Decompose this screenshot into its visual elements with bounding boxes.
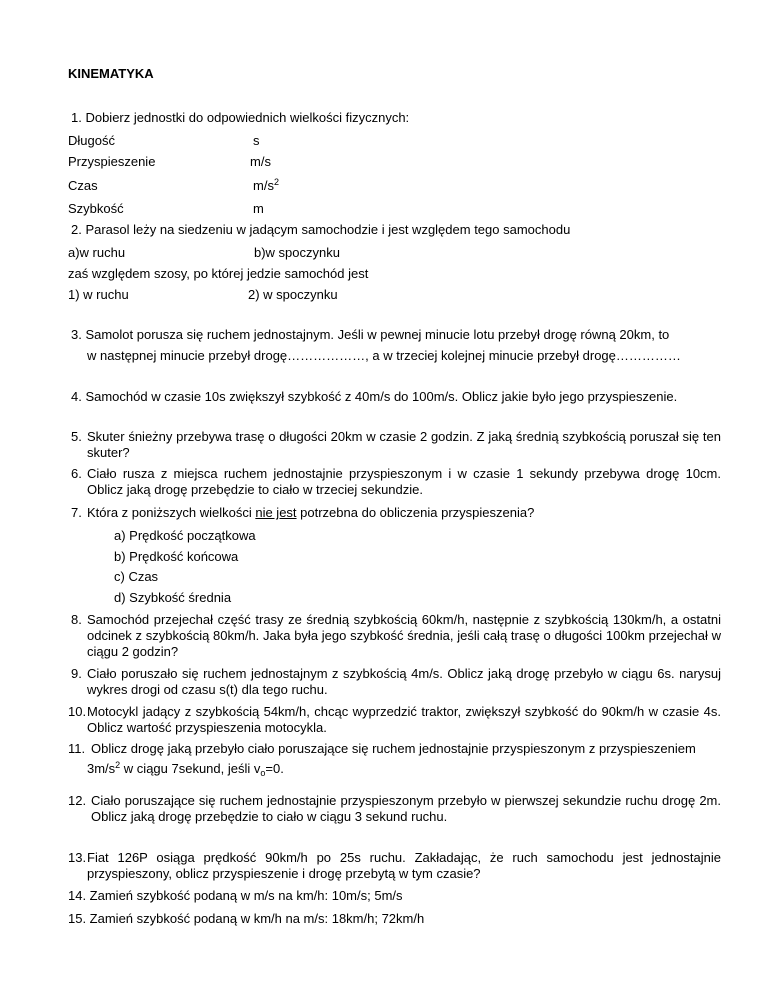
quantity-time: Czas: [68, 178, 98, 193]
unit-s: s: [253, 133, 260, 148]
unit-m-per-s2: $m/s^2$: [253, 177, 279, 193]
question-2: 2. Parasol leży na siedzeniu w jadącym samochodzie i jest względem tego samochodu: [71, 222, 571, 237]
q7-option-d: d) Szybkość średnia: [114, 590, 232, 605]
question-9-number: 9.: [71, 666, 82, 681]
q7-option-a: a) Prędkość początkowa: [114, 528, 256, 543]
question-5-number: 5.: [71, 429, 82, 444]
question-8-number: 8.: [71, 612, 82, 627]
question-3-line-1: 3. Samolot porusza się ruchem jednostajnym. Jeśli w pewnej minucie lotu przebył drogę równą 20km, to: [71, 327, 670, 342]
q7-option-b: b) Prędkość końcowa: [114, 549, 239, 564]
question-10: Motocykl jadący z szybkością 54km/h, chcąc wyprzedzić traktor, zwiększył szybkość do 90km/h w czasie 4s. Oblicz wartość przyspieszenia motocykla.: [87, 704, 721, 735]
question-7-number: 7.: [71, 505, 82, 520]
q2-option-b: b)w spoczynku: [254, 245, 340, 260]
page-title: KINEMATYKA: [68, 66, 154, 81]
question-15: 15. Zamień szybkość podaną w km/h na m/s: 18km/h; 72km/h: [68, 911, 425, 926]
question-5: Skuter śnieżny przebywa trasę o długości 20km w czasie 2 godzin. Z jaką średnią szybkością poruszał się ten skuter?: [87, 429, 721, 460]
question-6-number: 6.: [71, 466, 82, 481]
question-1: 1. Dobierz jednostki do odpowiednich wielkości fizycznych:: [71, 110, 410, 125]
question-10-number: 10.: [68, 704, 87, 719]
question-11-line-1: Oblicz drogę jaką przebyło ciało poruszające się ruchem jednostajnie przyspieszonym z przyspieszeniem: [91, 741, 696, 756]
question-6: Ciało rusza z miejsca ruchem jednostajnie przyspieszonym i w czasie 1 sekundy przebywa drogę 10cm. Oblicz jaką drogę przebędzie to ciało w trzeciej sekundzie.: [87, 466, 721, 497]
question-14: 14. Zamień szybkość podaną w m/s na km/h: 10m/s; 5m/s: [68, 888, 403, 903]
unit-m: m: [253, 201, 264, 216]
question-4: 4. Samochód w czasie 10s zwiększył szybkość z 40m/s do 100m/s. Oblicz jakie było jego przyspieszenie.: [71, 389, 678, 404]
question-8: Samochód przejechał część trasy ze średnią szybkością 60km/h, następnie z szybkością 130km/h, a ostatni odcinek z szybkością 80km/h. Jaka była jego szybkość średnia, jeśli całą trasę o długości 100km przejechał w ciągu 2 godzin?: [87, 612, 721, 659]
question-13: Fiat 126P osiąga prędkość 90km/h po 25s ruchu. Zakładając, że ruch samochodu jest jednostajnie przyspieszony, oblicz przyspieszenie i drogę przebytą w tym czasie?: [87, 850, 721, 881]
quantity-length: Długość: [68, 133, 115, 148]
question-13-number: 13.: [68, 850, 87, 865]
question-11-number: 11.: [68, 741, 86, 756]
question-12: Ciało poruszające się ruchem jednostajnie przyspieszonym przebyło w pierwszej sekundzie ruchu drogę 2m. Oblicz jaką drogę przebędzie to ciało w ciągu 3 sekund ruchu.: [91, 793, 721, 824]
q2-second-line: zaś względem szosy, po której jedzie samochód jest: [68, 266, 369, 281]
q7-option-c: c) Czas: [114, 569, 159, 584]
question-9: Ciało poruszało się ruchem jednostajnym z szybkością 4m/s. Oblicz jaką drogę przebyło w ciągu 6s. narysuj wykres drogi od czasu s(t) dla tego ruchu.: [87, 666, 721, 697]
question-3-line-2: w następnej minucie przebył drogę………………, a w trzeciej kolejnej minucie przebył drogę……………: [87, 348, 681, 363]
quantity-speed: Szybkość: [68, 201, 124, 216]
question-7: Która z poniższych wielkości nie jest potrzebna do obliczenia przyspieszenia?: [87, 505, 535, 520]
underlined-phrase: nie jest: [255, 505, 297, 520]
quantity-acceleration: Przyspieszenie: [68, 154, 156, 169]
q2-option-1: 1) w ruchu: [68, 287, 129, 302]
question-12-number: 12.: [68, 793, 87, 808]
q2-option-2: 2) w spoczynku: [248, 287, 338, 302]
unit-m-per-s: m/s: [250, 154, 271, 169]
question-11-line-2: $3m/s^2$ w ciągu 7sekund, jeśli $v_o=0$.: [87, 760, 284, 778]
q2-option-a: a)w ruchu: [68, 245, 126, 260]
